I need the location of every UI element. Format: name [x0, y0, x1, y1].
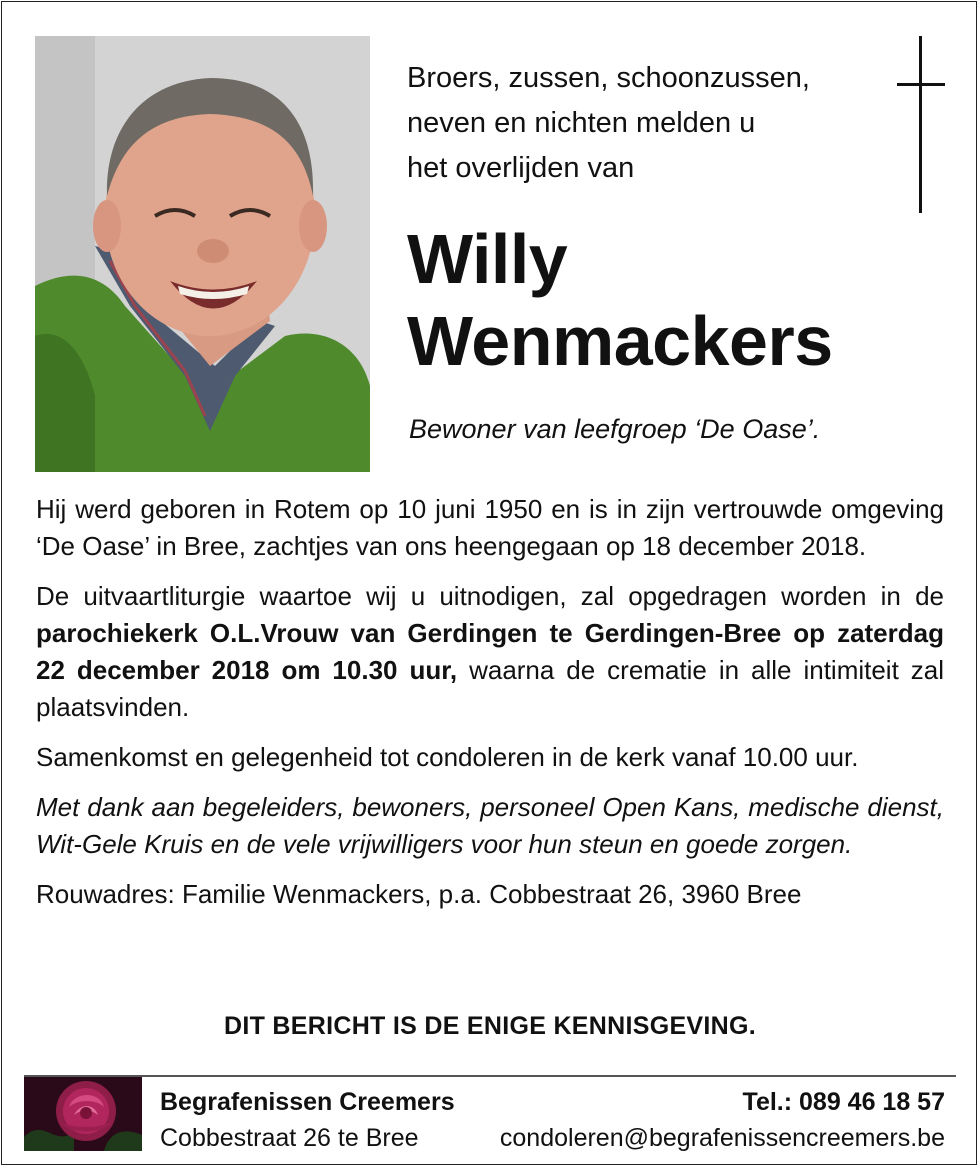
- mourning-address: Rouwadres: Familie Wenmackers, p.a. Cobbestraat 26, 3960 Bree: [36, 879, 802, 909]
- intro-line: het overlijden van: [407, 152, 635, 184]
- funeral-home-address: Cobbestraat 26 te Bree: [160, 1124, 419, 1152]
- portrait-photo: [35, 36, 370, 472]
- funeral-location-time: parochiekerk O.L.Vrouw van Gerdingen te Gerdingen-Bree op zaterdag 22 december 2018 om 10.30 uur,: [36, 618, 944, 685]
- funeral-home-name: Begrafenissen Creemers: [160, 1088, 455, 1116]
- funeral-text-end: waarna de crematie in alle intimiteit zal plaatsvinden.: [36, 655, 945, 722]
- thanks-paragraph: Met dank aan begeleiders, bewoners, personeel Open Kans, medische dienst, Wit-Gele Kruis en de vele vrijwilligers voor hun steun en goede zorgen.: [36, 792, 944, 859]
- birth-death-paragraph: Hij werd geboren in Rotem op 10 juni 1950 en is in zijn vertrouwde omgeving ‘De Oase’ in Bree, zachtjes van ons heengegaan op 18 december 2018.: [36, 494, 944, 561]
- rose-logo: [24, 1077, 142, 1151]
- cross-icon: [897, 36, 945, 213]
- funeral-home-phone[interactable]: Tel.: 089 46 18 57: [742, 1088, 945, 1116]
- footer-divider: [24, 1075, 956, 1077]
- funeral-home-email[interactable]: condoleren@begrafenissencreemers.be: [499, 1124, 945, 1152]
- notice-body: [36, 491, 944, 913]
- cross-vertical-bar: [919, 36, 922, 213]
- funeral-paragraph: [36, 578, 944, 726]
- deceased-first-name: Willy: [407, 220, 568, 298]
- announcement-intro: [407, 56, 847, 191]
- condolence-paragraph: Samenkomst en gelegenheid tot condoleren in de kerk vanaf 10.00 uur.: [36, 742, 859, 772]
- sole-notice-statement: DIT BERICHT IS DE ENIGE KENNISGEVING.: [224, 1012, 756, 1040]
- cross-horizontal-bar: [897, 83, 945, 86]
- deceased-name: [407, 218, 833, 382]
- intro-line: neven en nichten melden u: [407, 107, 756, 139]
- funeral-text-start: De uitvaartliturgie waartoe wij u uitnodigen, zal opgedragen worden in de: [36, 581, 944, 611]
- deceased-subtitle: Bewoner van leefgroep ‘De Oase’.: [409, 414, 821, 444]
- deceased-last-name: Wenmackers: [407, 302, 833, 380]
- intro-line: Broers, zussen, schoonzussen,: [407, 62, 810, 94]
